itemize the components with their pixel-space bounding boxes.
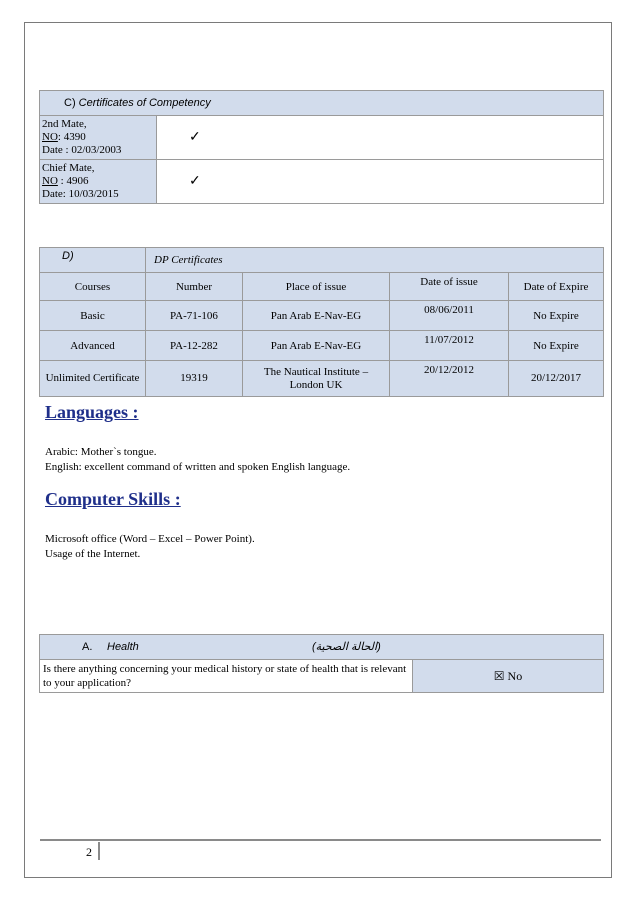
column-header: Place of issue	[243, 273, 390, 301]
number-cell: PA-12-282	[146, 331, 243, 361]
certificate-date: Date: 10/03/2015	[42, 188, 119, 200]
certificate-rank: 2nd Mate,	[42, 118, 87, 130]
no-value: : 4390	[57, 131, 86, 143]
column-header: Date of Expire	[509, 273, 604, 301]
health-table	[39, 634, 604, 693]
expire-date-cell: No Expire	[509, 301, 604, 331]
expire-date-cell: No Expire	[509, 331, 604, 361]
no-label: NO	[42, 131, 58, 143]
certificate-number	[42, 131, 154, 144]
page-number: 2	[86, 845, 92, 859]
table-row	[40, 361, 604, 397]
footer-separator	[98, 842, 100, 860]
certificate-date: Date : 02/03/2003	[42, 144, 122, 156]
language-line: Arabic: Mother`s tongue.	[45, 446, 157, 458]
dp-certificates-title: DP Certificates	[146, 248, 604, 273]
column-header: Date of issue	[390, 273, 509, 301]
certificate-row	[40, 160, 604, 204]
no-label: NO	[42, 175, 58, 187]
languages-heading: Languages :	[45, 402, 139, 422]
issue-date-cell: 11/07/2012	[390, 331, 509, 361]
certificate-row	[40, 116, 604, 160]
checked-box-icon[interactable]: ☒	[493, 668, 505, 683]
course-cell: Unlimited Certificate	[40, 361, 146, 397]
issue-date-cell: 08/06/2011	[390, 301, 509, 331]
certificates-of-competency-table	[39, 90, 604, 204]
place-cell: The Nautical Institute – London UK	[243, 361, 390, 397]
certificates-of-competency-title: Certificates of Competency	[78, 97, 211, 109]
course-cell: Basic	[40, 301, 146, 331]
expire-date-cell: 20/12/2017	[509, 361, 604, 397]
check-icon: ✓	[157, 116, 604, 160]
computer-skills-text	[45, 532, 255, 562]
health-answer-label: No	[507, 668, 523, 683]
number-cell: 19319	[146, 361, 243, 397]
health-question: Is there anything concerning your medical history or state of health that is relevant to your application?	[40, 660, 413, 693]
footer-divider	[40, 839, 601, 841]
section-letter-a: A.	[82, 641, 93, 653]
dp-certificates-table	[39, 247, 604, 397]
certificate-details	[40, 160, 157, 204]
number-cell: PA-71-106	[146, 301, 243, 331]
health-question-row	[40, 660, 604, 693]
place-cell: Pan Arab E-Nav-EG	[243, 301, 390, 331]
table-row	[40, 301, 604, 331]
health-title: Health	[107, 641, 139, 653]
certificates-of-competency-header	[40, 91, 604, 116]
course-cell: Advanced	[40, 331, 146, 361]
section-letter-d: D)	[40, 248, 146, 273]
column-header: Number	[146, 273, 243, 301]
certificate-number	[42, 175, 154, 188]
languages-text	[45, 445, 350, 475]
computer-skills-heading: Computer Skills :	[45, 489, 181, 509]
language-line: English: excellent command of written and spoken English language.	[45, 461, 351, 473]
table-header-row	[40, 273, 604, 301]
check-icon: ✓	[157, 160, 604, 204]
issue-date-cell: 20/12/2012	[390, 361, 509, 397]
certificate-rank: Chief Mate,	[42, 162, 95, 174]
health-arabic-title: (الحالة الصحية)	[312, 641, 381, 653]
certificate-details	[40, 116, 157, 160]
skill-line: Microsoft office (Word – Excel – Power Point).	[45, 533, 255, 545]
skill-line: Usage of the Internet.	[45, 548, 141, 560]
health-answer	[413, 660, 604, 693]
place-cell: Pan Arab E-Nav-EG	[243, 331, 390, 361]
section-letter-c: C)	[64, 97, 76, 109]
column-header: Courses	[40, 273, 146, 301]
no-value: : 4906	[57, 175, 89, 187]
health-header	[40, 635, 604, 660]
table-row	[40, 331, 604, 361]
